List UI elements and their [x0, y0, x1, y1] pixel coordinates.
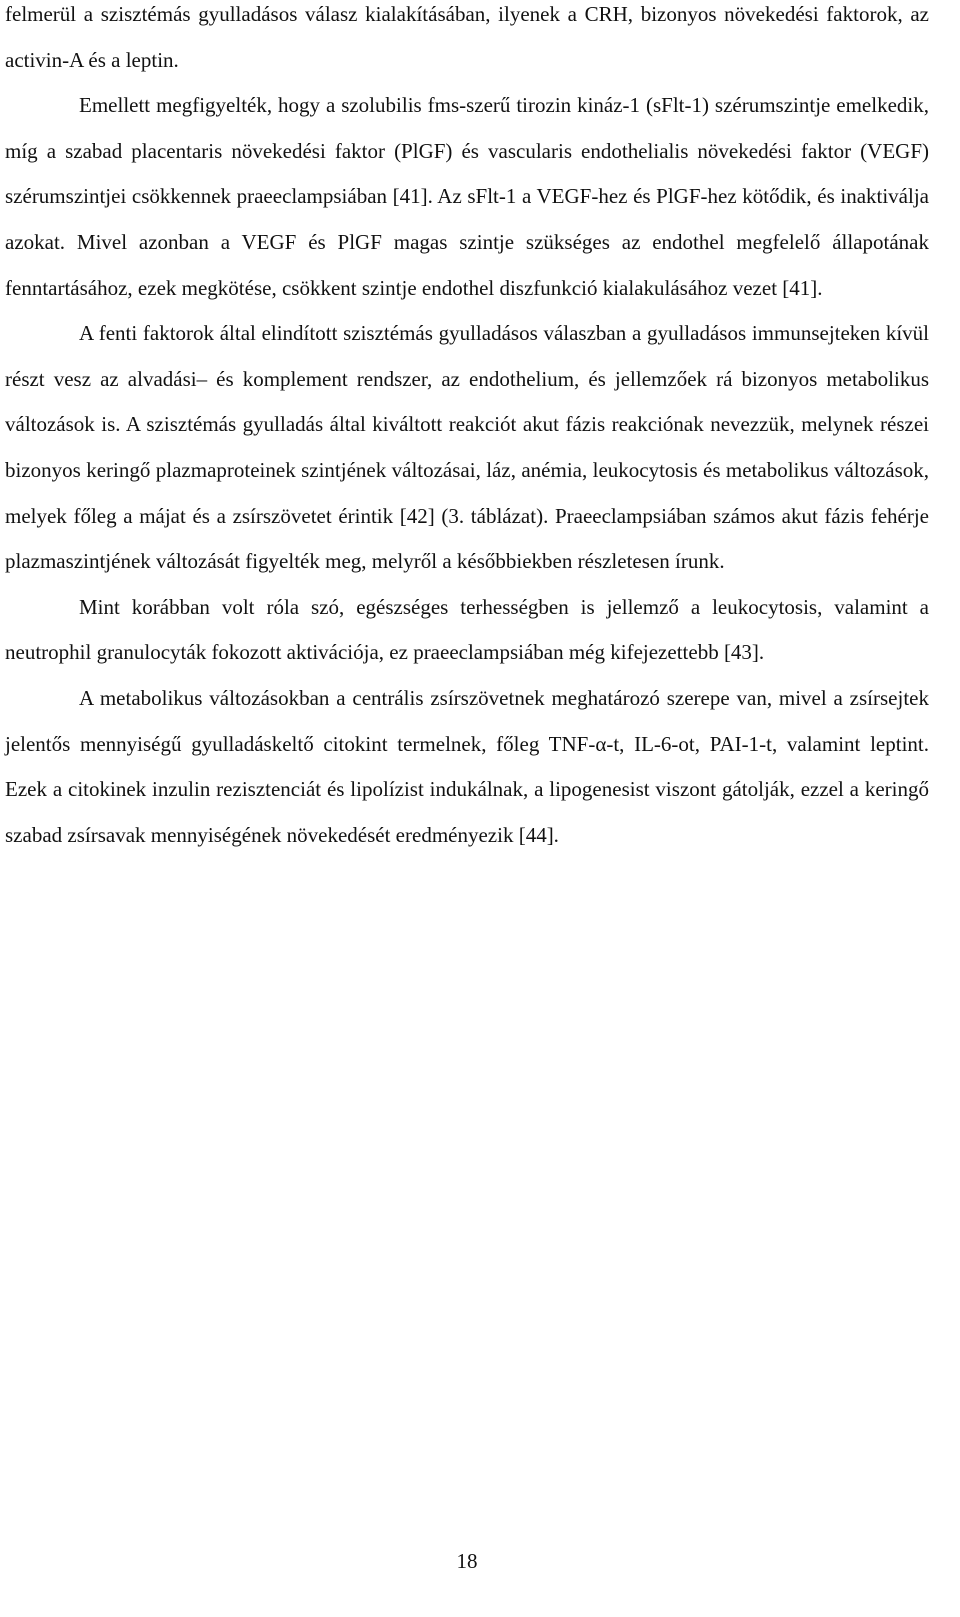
paragraph-continued: felmerül a szisztémás gyulladásos válasz kialakításában, ilyenek a CRH, bizonyos növekedési faktorok, az activin-A és a leptin. — [5, 2, 929, 72]
paragraph-sflt1: Emellett megfigyelték, hogy a szolubilis fms-szerű tirozin kináz-1 (sFlt-1) szérumszintje emelkedik, míg a szabad placentaris növekedési faktor (PlGF) és vascularis endothelialis növekedési faktor (VEGF) szérumszintjei csökkennek praeeclampsiában [41]. Az sFlt-1 a VEGF-hez és PlGF-hez kötődik, és inaktiválja azokat. Mivel azonban a VEGF és PlGF magas szintje szükséges az endothel megfelelő állapotának fenntartásához, ezek megkötése, csökkent szintje endothel diszfunkció kialakulásához vezet [41]. — [5, 93, 929, 300]
page-number: 18 — [456, 1549, 478, 1573]
body-text — [5, 0, 929, 858]
paragraph-systemic-inflammation: A fenti faktorok által elindított szisztémás gyulladásos válaszban a gyulladásos immunsejteken kívül részt vesz az alvadási– és komplement rendszer, az endothelium, és jellemzőek rá bizonyos metabolikus változások is. A szisztémás gyulladás által kiváltott reakciót akut fázis reakciónak nevezzük, melynek részei bizonyos keringő plazmaproteinek szintjének változásai, láz, anémia, leukocytosis és metabolikus változások, melyek főleg a májat és a zsírszövetet érintik [42] (3. táblázat). Praeeclampsiában számos akut fázis fehérje plazmaszintjének változását figyelték meg, melyről a későbbiekben részletesen írunk. — [5, 321, 929, 574]
paragraph-leukocytosis: Mint korábban volt róla szó, egészséges terhességben is jellemző a leukocytosis, valamint a neutrophil granulocyták fokozott aktivációja, ez praeeclampsiában még kifejezettebb [43]. — [5, 594, 929, 665]
paragraph-metabolic-changes: A metabolikus változásokban a centrális zsírszövetnek meghatározó szerepe van, mivel a zsírsejtek jelentős mennyiségű gyulladáskeltő citokint termelnek, főleg TNF-α-t, IL-6-ot, PAI-1-t, valamint leptint. Ezek a citokinek inzulin rezisztenciát és lipolízist indukálnak, a lipogenesist viszont gátolják, ezzel a keringő szabad zsírsavak mennyiségének növekedését eredményezik [44]. — [5, 685, 929, 847]
